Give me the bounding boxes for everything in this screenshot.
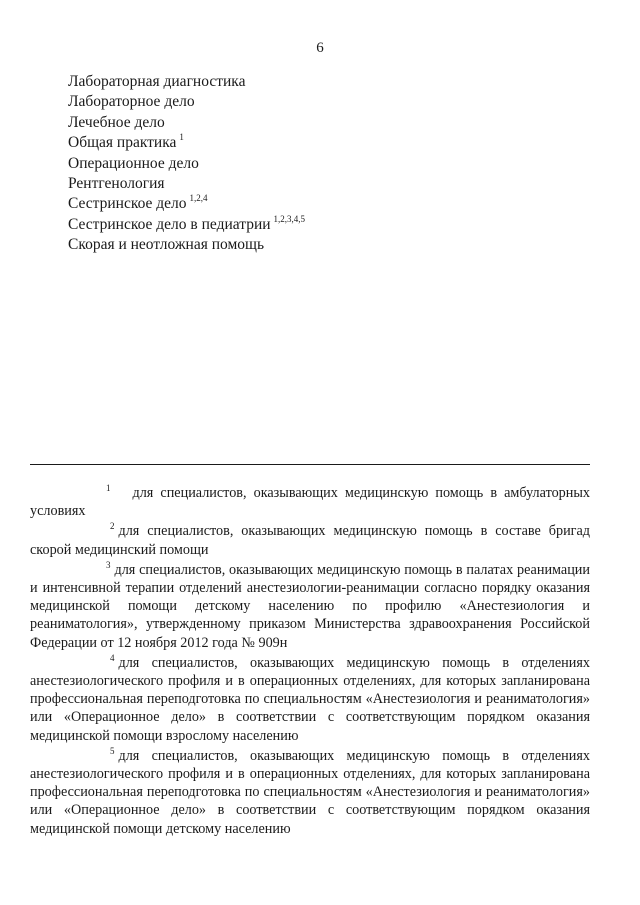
specialty-list xyxy=(68,72,305,256)
footnote: 4 для специалистов, оказывающих медицинскую помощь в отделениях анестезиологического профиля и в операционных отделениях, для которых запланирована профессиональная переподготовка по специальностям «Анестезиология и реаниматология» или «Операционное дело» в соответствии с соответствующим порядком оказания медицинской помощи взрослому населению xyxy=(30,652,590,744)
specialty-name: Операционное дело xyxy=(68,154,199,172)
specialty-name: Сестринское дело xyxy=(68,195,187,213)
footnote-text: для специалистов, оказывающих медицинскую помощь в отделениях анестезиологического профиля и в операционных отделениях, для которых запланирована профессиональная переподготовка по специальностям «Анестезиология и реаниматология» или «Операционное дело» в соответствии с соответствующим порядком оказания медицинской помощи детскому населению xyxy=(30,747,590,837)
specialty-item xyxy=(68,72,305,92)
specialty-name: Сестринское дело в педиатрии xyxy=(68,215,271,233)
specialty-name: Рентгенология xyxy=(68,174,165,192)
specialty-item xyxy=(68,174,305,194)
footnotes xyxy=(30,484,590,840)
specialty-item xyxy=(68,215,305,235)
footnote: 1 для специалистов, оказывающих медицинскую помощь в амбулаторных условиях xyxy=(30,483,590,520)
specialty-name: Лечебное дело xyxy=(68,113,165,131)
footnote-text: для специалистов, оказывающих медицинскую помощь в амбулаторных условиях xyxy=(30,485,590,520)
specialty-name: Лабораторное дело xyxy=(68,93,195,111)
specialty-item xyxy=(68,133,305,153)
specialty-name: Скорая и неотложная помощь xyxy=(68,236,265,254)
footnote-reference: 1 xyxy=(179,132,184,143)
page-number: 6 xyxy=(316,40,324,56)
footnote-text: для специалистов, оказывающих медицинскую помощь в составе бригад скорой медицинский помощи xyxy=(30,523,590,558)
footnote-separator xyxy=(30,464,590,465)
specialty-name: Общая практика xyxy=(68,134,177,152)
specialty-item xyxy=(68,113,305,133)
footnote: 2 для специалистов, оказывающих медицинскую помощь в составе бригад скорой медицинский помощи xyxy=(30,521,590,558)
specialty-item xyxy=(68,92,305,112)
footnote-reference: 1,2,3,4,5 xyxy=(273,213,306,224)
footnote-text: для специалистов, оказывающих медицинскую помощь в палатах реанимации и интенсивной терапии отделений анестезиологии-реанимации согласно порядку оказания медицинской помощи детскому населению по профилю «Анестезиология и реаниматология», утвержденному приказом Министерства здравоохранения Российской Федерации от 12 ноября 2012 года № 909н xyxy=(30,561,590,651)
footnote: 3 для специалистов, оказывающих медицинскую помощь в палатах реанимации и интенсивной терапии отделений анестезиологии-реанимации согласно порядку оказания медицинской помощи детскому населению по профилю «Анестезиология и реаниматология», утвержденному приказом Министерства здравоохранения Российской Федерации от 12 ноября 2012 года № 909н xyxy=(30,559,590,651)
specialty-item xyxy=(68,194,305,214)
specialty-item xyxy=(68,154,305,174)
specialty-name: Лабораторная диагностика xyxy=(68,73,246,90)
footnote-reference: 1,2,4 xyxy=(189,193,208,204)
specialty-item xyxy=(68,235,305,255)
footnote: 5 для специалистов, оказывающих медицинскую помощь в отделениях анестезиологического профиля и в операционных отделениях, для которых запланирована профессиональная переподготовка по специальностям «Анестезиология и реаниматология» или «Операционное дело» в соответствии с соответствующим порядком оказания медицинской помощи детскому населению xyxy=(30,745,590,837)
footnote-text: для специалистов, оказывающих медицинскую помощь в отделениях анестезиологического профиля и в операционных отделениях, для которых запланирована профессиональная переподготовка по специальностям «Анестезиология и реаниматология» или «Операционное дело» в соответствии с соответствующим порядком оказания медицинской помощи взрослому населению xyxy=(30,654,590,744)
